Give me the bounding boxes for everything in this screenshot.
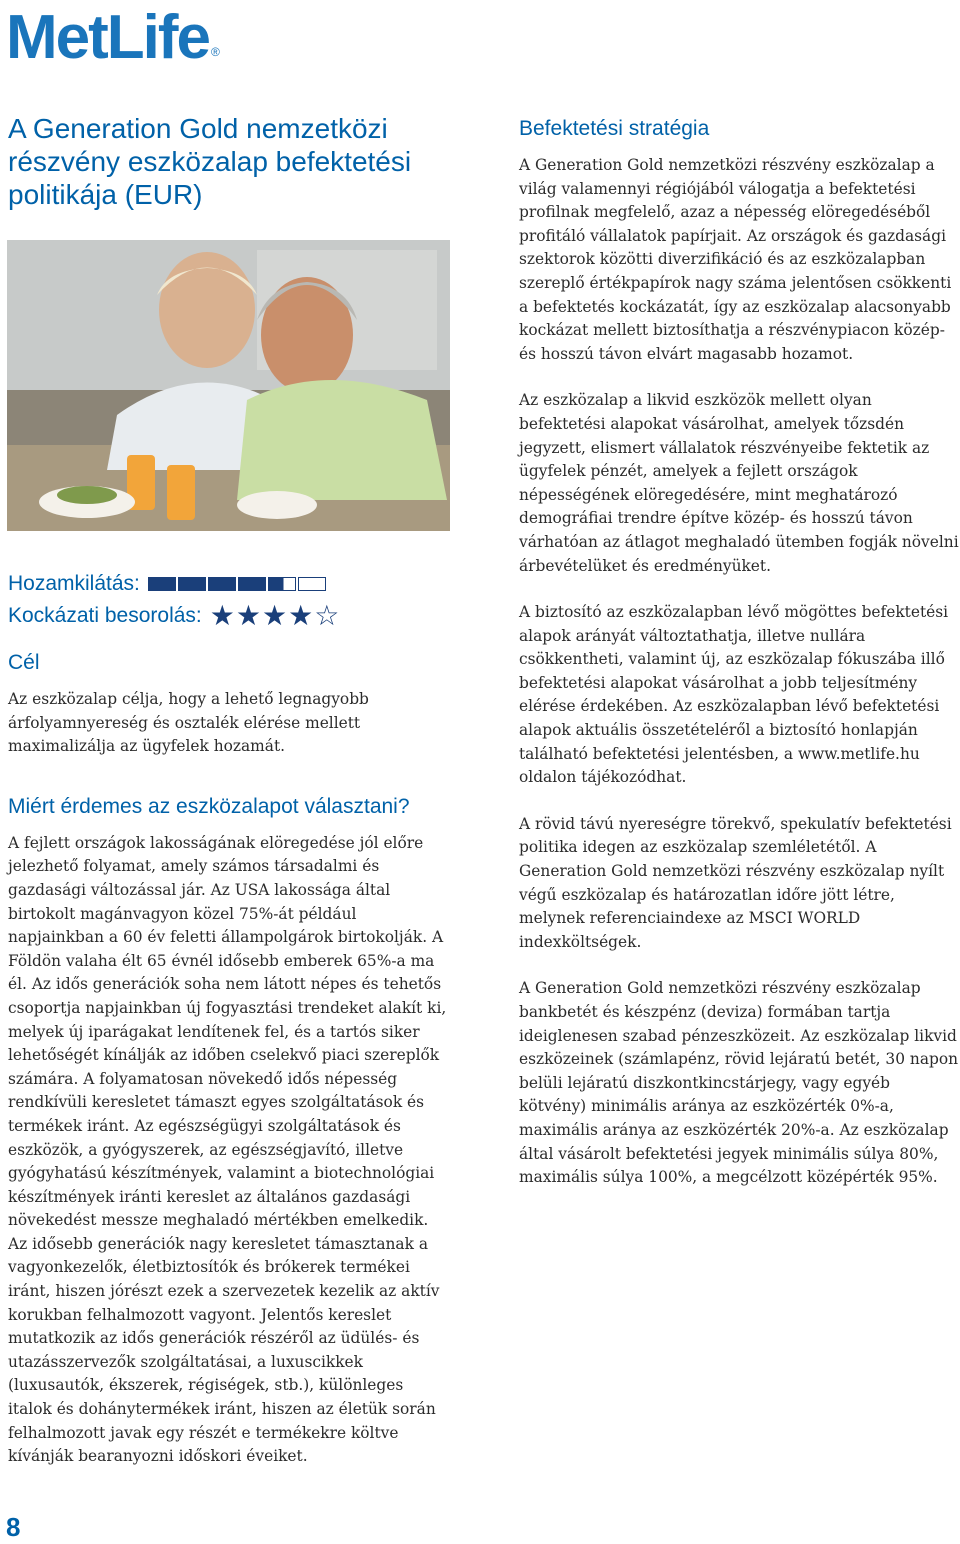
elderly-couple-breakfast-photo [7, 240, 450, 531]
outlook-box-2 [178, 577, 206, 591]
page-number: 8 [6, 1512, 21, 1542]
outlook-box-3 [208, 577, 236, 591]
why-text: A fejlett országok lakosságának elöregedése jól előre jelezhető folyamat, amely számos társadalmi és gazdasági változással jár. Az USA lakossága által birtokolt magánvagyon közel 75%-át például napjainkban a 60 év feletti állampolgárok birtokolják. A Földön valaha élt 65 évnél idősebb emberek 65%-a ma él. Az idős generációk soha nem látott népes és tehetős csoportja napjainkban új fogyasztási trendeket alakít ki, melyek új iparágakat lendítenek fel, és a tartós siker lehetőségét kínálják az időben cselekvő piaci szereplők számára. A folyamatosan növekedő idős népesség rendkívüli keresletet támaszt egyes szolgáltatások és termékek iránt. Az egészségügyi szolgáltatások és eszközök, a gyógyszerek, az egészségjavító, illetve gyógyhatású készítmények, valamint a biotechnológiai készítmények iránti kereslet az általános gazdasági növekedést messze meghaladó mértékben emelkedik. Az idősebb generációk nagy keresletet támasztanak a vagyonkezelők, életbiztosítók és brókerek termékei iránt, hiszen jórészt ezek a szervezetek kezelik az aktív korukban felhalmozott vagyont. Jelentős kereslet mutatkozik az idős generációk részéről az üdülés- és utazásszervezők szolgáltatásai, a luxuscikkek (luxusautók, ékszerek, régiségek, stb.), különleges italok és dohánytermékek iránt, hiszen az életük során felhalmozott javak egy részét e termékekre költve kívánják bearanyozni időskori éveiket. [8, 833, 447, 1466]
metlife-logo: MetLife ® [6, 3, 220, 72]
page-title: A Generation Gold nemzetközi részvény eszközalap befektetési politikája (EUR) [8, 113, 412, 210]
outlook-box-6 [298, 577, 326, 591]
risk-stars-icon: ★★★★☆ [209, 599, 341, 632]
strategy-paragraph-1: A Generation Gold nemzetközi részvény eszközalap a világ valamennyi régiójából válogatja a befektetési profilnak megfelelő, azaz a népesség elöregedéséből profitáló vállalatok papírjait. Az országok és gazdasági szektorok közötti diverzifikáció és az eszközalapban szereplő értékpapírok nagy száma jelentősen csökkenti a befektetés kockázatát, így az eszközalap alacsonyabb kockázat mellett biztosíthatja a részvénypiacon közép- és hosszú távon elvárt magasabb hozamot. [519, 156, 952, 363]
goal-text: Az eszközalap célja, hogy a lehető legnagyobb árfolyamnyereség és osztalék elérése mellett maximalizálja az ügyfelek hozamát. [8, 690, 369, 756]
rating-block [8, 568, 340, 632]
outlook-box-4 [238, 577, 266, 591]
outlook-box-1 [148, 577, 176, 591]
outlook-level-indicator [148, 577, 326, 591]
outlook-label: Hozamkilátás: [8, 572, 140, 595]
strategy-paragraph-5: A Generation Gold nemzetközi részvény eszközalap bankbetét és készpénz (deviza) formában tartja ideiglenesen szabad pénzeszközeit. Az eszközalap likvid eszközeinek (számlapénz, rövid lejáratú betét, 30 napon belüli lejáratú diszkontkincstárjegy, vagy egyéb kötvény) minimális aránya az eszközérték 0%-a, maximális aránya az eszközérték 20%-a. Az eszközalap által vásárolt befektetési jegyek minimális súlya 80%, maximális súlya 100%, a megcélzott középérték 95%. [519, 979, 959, 1187]
strategy-paragraph-3: A biztosító az eszközalapban lévő mögöttes befektetési alapok arányát változtathatja, illetve nullára csökkentheti, valamint új, az eszközalap fókuszába illő befektetési alapokat vásárolhat a jobb teljesítmény elérése érdekében. Az eszközalapban lévő befektetési alapok aktuális összetételéről a biztosító honlapján található befektetési jelentésben, a www.metlife.hu oldalon tájékozódhat. [519, 603, 949, 787]
risk-label: Kockázati besorolás: [8, 604, 202, 627]
strategy-paragraph-4: A rövid távú nyereségre törekvő, spekulatív befektetési politika idegen az eszközalap szemléletétől. A Generation Gold nemzetközi részvény eszközalap nyílt végű eszközalap és határozatlan időre jött létre, melynek referenciaindexe az MSCI WORLD indexköltségek. [519, 814, 952, 951]
right-column [519, 116, 959, 1190]
goal-heading: Cél [8, 651, 40, 674]
strategy-paragraph-2: Az eszközalap a likvid eszközök mellett olyan befektetési alapokat vásárolhat, amelyek tőzsdén jegyzett, elismert vállalatok részvényeibe fektetik az ügyfelek pénzét, amelyek a fejlett országok népességének elöregedésére, mint meghatározó demográfiai trendre építve közép- és hosszú távon várhatóan az átlagot meghaladó ütemben fogják növelni árbevételüket és eredményüket. [519, 391, 959, 575]
outlook-row [8, 568, 340, 600]
outlook-box-5 [268, 577, 296, 591]
left-column [8, 650, 448, 1469]
why-heading: Miért érdemes az eszközalapot választani? [8, 794, 410, 818]
registered-mark: ® [211, 45, 220, 59]
strategy-heading: Befektetési stratégia [519, 117, 710, 140]
risk-row [8, 600, 340, 632]
